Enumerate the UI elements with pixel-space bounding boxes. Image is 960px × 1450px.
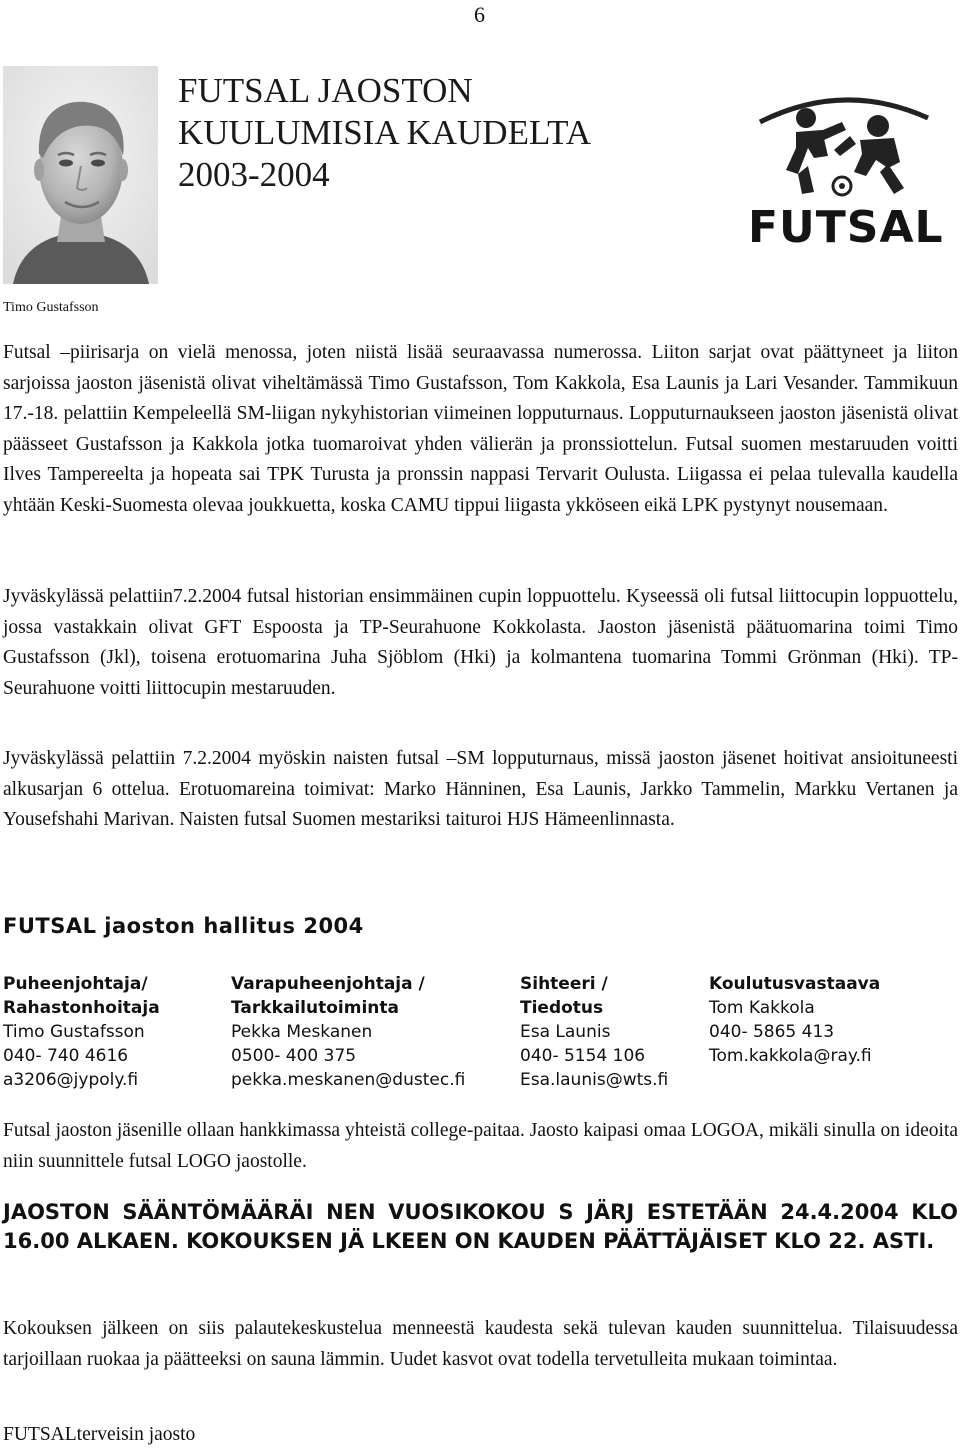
futsal-logo xyxy=(748,78,944,253)
role-label: Tarkkailutoiminta xyxy=(231,998,399,1018)
member-name: Timo Gustafsson xyxy=(3,1022,145,1042)
member-email[interactable]: pekka.meskanen@dustec.fi xyxy=(231,1070,466,1090)
member-name: Esa Launis xyxy=(520,1022,611,1042)
member-phone: 0500- 400 375 xyxy=(231,1046,357,1066)
paragraph: Futsal jaoston jäsenille ollaan hankkimassa yhteistä college-paitaa. Jaosto kaipasi omaa LOGOA, mikäli sinulla on ideoita niin suunnittele futsal LOGO jaostolle. xyxy=(3,1120,958,1172)
title-line: FUTSAL JAOSTON xyxy=(178,71,473,110)
role-label: Rahastonhoitaja xyxy=(3,998,160,1018)
table-row xyxy=(3,1068,949,1092)
role-label: Puheenjohtaja/ xyxy=(3,974,148,994)
member-phone: 040- 5154 106 xyxy=(520,1046,646,1066)
board-table xyxy=(3,972,949,1092)
paragraph: Jyväskylässä pelattiin7.2.2004 futsal historian ensimmäinen cupin loppuottelu. Kyseessä oli futsal liittocupin loppuottelu, jossa vastakkain olivat GFT Espoosta ja TP-Seurahuone Kokkolasta. Jaoston jäsenistä päätuomarina toimi Timo Gustafsson (Jkl), toisena erotuomarina Juha Sjöblom (Hki) ja kolmantena tuomarina Tommi Grönman (Hki). TP-Seurahuone voitti liittocupin mestaruuden. xyxy=(3,586,958,699)
member-email[interactable]: Esa.launis@wts.fi xyxy=(520,1070,669,1090)
table-row xyxy=(3,1044,949,1068)
title-line: KUULUMISIA KAUDELTA xyxy=(178,113,591,152)
page-title xyxy=(178,70,591,196)
table-row xyxy=(3,1020,949,1044)
title-line: 2003-2004 xyxy=(178,155,330,194)
paragraph: Futsal –piirisarja on vielä menossa, joten niistä lisää seuraavassa numerossa. Liiton sarjat ovat päättyneet ja liiton sarjoissa jaoston jäsenistä olivat viheltämässä Timo Gustafsson, Tom Kakkola, Esa Launis ja Lari Vesander. Tammikuun 17.-18. pelattiin Kempeleellä SM-liigan nykyhistorian viimeinen lopputurnaus. Lopputurnaukseen jaoston jäsenistä olivat päässeet Gustafsson ja Kakkola jotka tuomaroivat yhden välierän ja pronssiottelun. Futsal suomen mestaruuden voitti Ilves Tampereelta ja hopeata sai TPK Turusta ja pronssin nappasi Tervarit Oulusta. Liigassa ei pelaa tulevalla kaudella yhtään Keski-Suomesta olevaa joukkuetta, koska CAMU tippui liigasta ykköseen eikä LPK pystynyt nousemaan. xyxy=(3,342,958,516)
logo-text: FUTSAL xyxy=(748,202,944,253)
table-row xyxy=(3,972,949,996)
member-phone: 040- 5865 413 xyxy=(709,1022,835,1042)
role-label: Koulutusvastaava xyxy=(709,974,881,994)
signature: FUTSALterveisin jaosto xyxy=(3,1424,196,1445)
photo-caption: Timo Gustafsson xyxy=(3,300,99,315)
member-name: Pekka Meskanen xyxy=(231,1022,373,1042)
paragraph: Jyväskylässä pelattiin 7.2.2004 myöskin naisten futsal –SM lopputurnaus, missä jaoston jäsenet hoitivat ansioituneesti alkusarjan 6 ottelua. Erotuomareina toimivat: Marko Hänninen, Esa Launis, Jarkko Tammelin, Markku Vertanen ja Yousefshahi Marivan. Naisten futsal Suomen mestariksi taituroi HJS Hämeenlinnasta. xyxy=(3,748,958,830)
member-email[interactable]: Tom.kakkola@ray.fi xyxy=(709,1046,872,1066)
futsal-players-icon xyxy=(748,78,940,202)
member-email[interactable]: a3206@jypoly.fi xyxy=(3,1070,139,1090)
role-label: Sihteeri / xyxy=(520,974,608,994)
page-number: 6 xyxy=(474,2,485,27)
role-label: Tiedotus xyxy=(520,998,604,1018)
member-phone: 040- 740 4616 xyxy=(3,1046,129,1066)
portrait-photo xyxy=(3,66,158,284)
role-label: Varapuheenjohtaja / xyxy=(231,974,425,994)
table-row xyxy=(3,996,949,1020)
meeting-notice: JAOSTON SÄÄNTÖMÄÄRÄI NEN VUOSIKOKOU S JÄRJ ESTETÄÄN 24.4.2004 KLO 16.00 ALKAEN. KOKOUKSEN JÄ LKEEN ON KAUDEN PÄÄTTÄJÄISET KLO 22. ASTI. xyxy=(3,1200,958,1253)
member-name: Tom Kakkola xyxy=(709,998,815,1018)
board-heading: FUTSAL jaoston hallitus 2004 xyxy=(3,914,364,938)
paragraph: Kokouksen jälkeen on siis palautekeskustelua menneestä kaudesta sekä tulevan kauden suunnittelua. Tilaisuudessa tarjoillaan ruokaa ja päätteeksi on sauna lämmin. Uudet kasvot ovat todella tervetulleita mukaan toimintaa. xyxy=(3,1318,958,1370)
